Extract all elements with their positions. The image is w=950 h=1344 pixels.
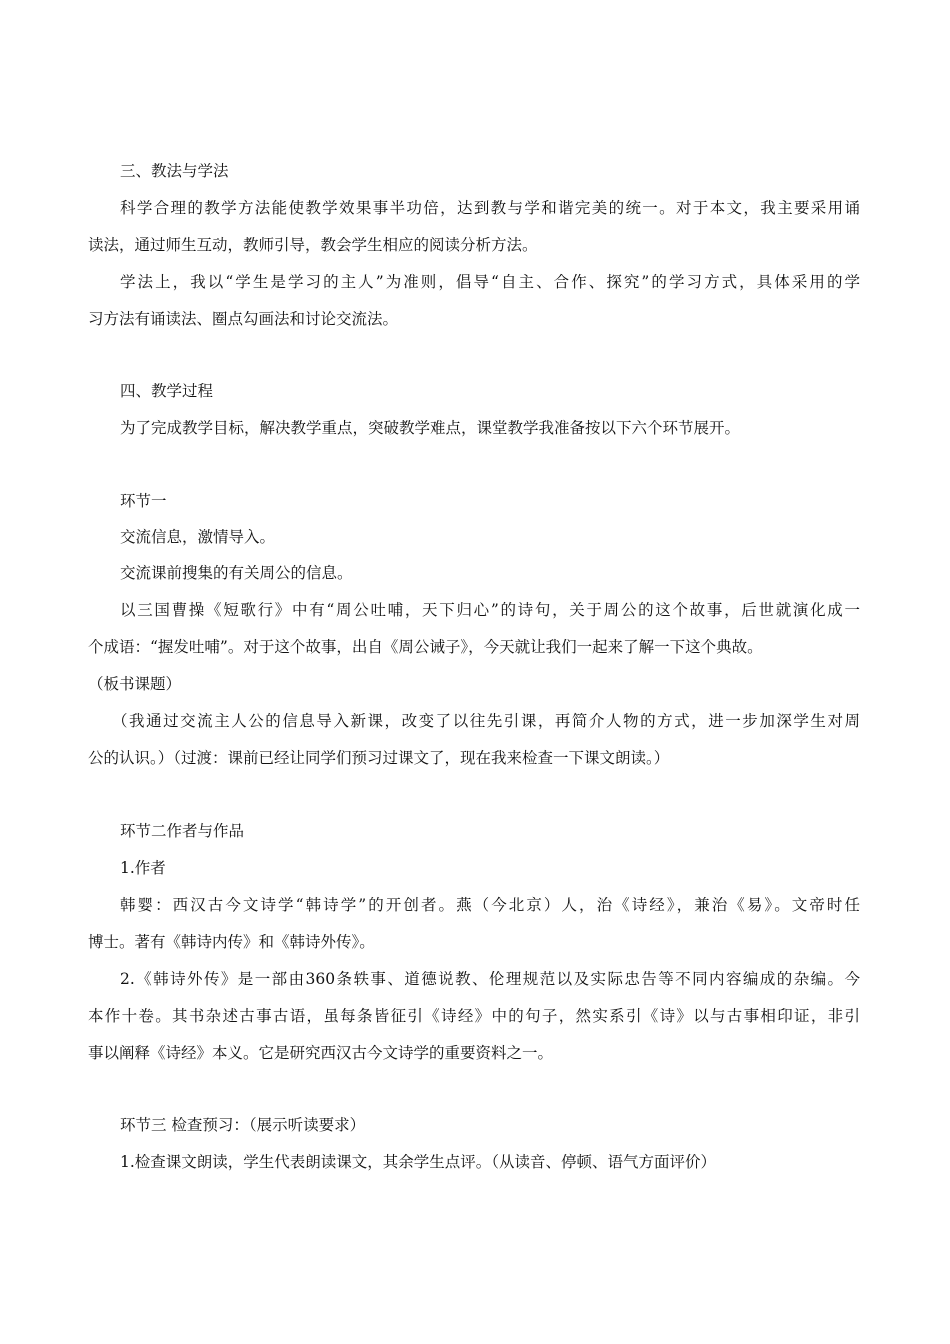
paragraph-line: 事以阐释《诗经》本义。它是研究西汉古今文诗学的重要资料之一。 — [88, 1044, 554, 1062]
paragraph-line: 学法上，我以“学生是学习的主人”为准则，倡导“自主、合作、探究”的学习方式，具体采用的学 — [120, 273, 860, 291]
paragraph-line: 为了完成教学目标，解决教学重点，突破教学难点，课堂教学我准备按以下六个环节展开。 — [120, 419, 741, 437]
paragraph-line: 交流信息，激情导入。 — [120, 528, 276, 546]
paragraph-line: 1.作者 — [120, 859, 166, 877]
paragraph-line: 韩婴：西汉古今文诗学“韩诗学”的开创者。燕（今北京）人，治《诗经》，兼治《易》。文帝时任 — [120, 896, 860, 914]
paragraph-line: 习方法有诵读法、圈点勾画法和讨论交流法。 — [88, 310, 399, 328]
section-heading-methods: 三、教法与学法 — [120, 162, 229, 180]
paragraph-line: 读法，通过师生互动，教师引导，教会学生相应的阅读分析方法。 — [88, 236, 538, 254]
section-heading-process: 四、教学过程 — [120, 382, 214, 400]
step-title: 环节三 检查预习：（展示听读要求） — [120, 1116, 366, 1134]
step-title: 环节二作者与作品 — [120, 822, 245, 840]
paragraph-line: 以三国曹操《短歌行》中有“周公吐哺，天下归心”的诗句，关于周公的这个故事，后世就演化成一 — [120, 601, 860, 619]
paragraph-line: 个成语：“握发吐哺”。对于这个故事，出自《周公诫子》，今天就让我们一起来了解一下这个典故。 — [88, 638, 763, 656]
paragraph-line: 博士。著有《韩诗内传》和《韩诗外传》。 — [88, 933, 375, 951]
board-note: （板书课题） — [88, 675, 182, 693]
paragraph-line: 交流课前搜集的有关周公的信息。 — [120, 564, 353, 582]
paragraph-line: （我通过交流主人公的信息导入新课，改变了以往先引课，再简介人物的方式，进一步加深学生对周 — [112, 712, 860, 730]
paragraph-line: 2.《韩诗外传》是一部由360条轶事、道德说教、伦理规范以及实际忠告等不同内容编成的杂编。今 — [120, 970, 860, 988]
paragraph-line: 科学合理的教学方法能使教学效果事半功倍，达到教与学和谐完美的统一。对于本文，我主要采用诵 — [120, 199, 860, 217]
paragraph-line: 1.检查课文朗读，学生代表朗读课文，其余学生点评。（从读音、停顿、语气方面评价） — [120, 1153, 717, 1171]
step-title: 环节一 — [120, 492, 167, 510]
paragraph-line: 本作十卷。其书杂述古事古语，虽每条皆征引《诗经》中的句子，然实系引《诗》以与古事相印证，非引 — [88, 1007, 860, 1025]
paragraph-line: 公的认识。）（过渡：课前已经让同学们预习过课文了，现在我来检查一下课文朗读。） — [88, 749, 670, 767]
